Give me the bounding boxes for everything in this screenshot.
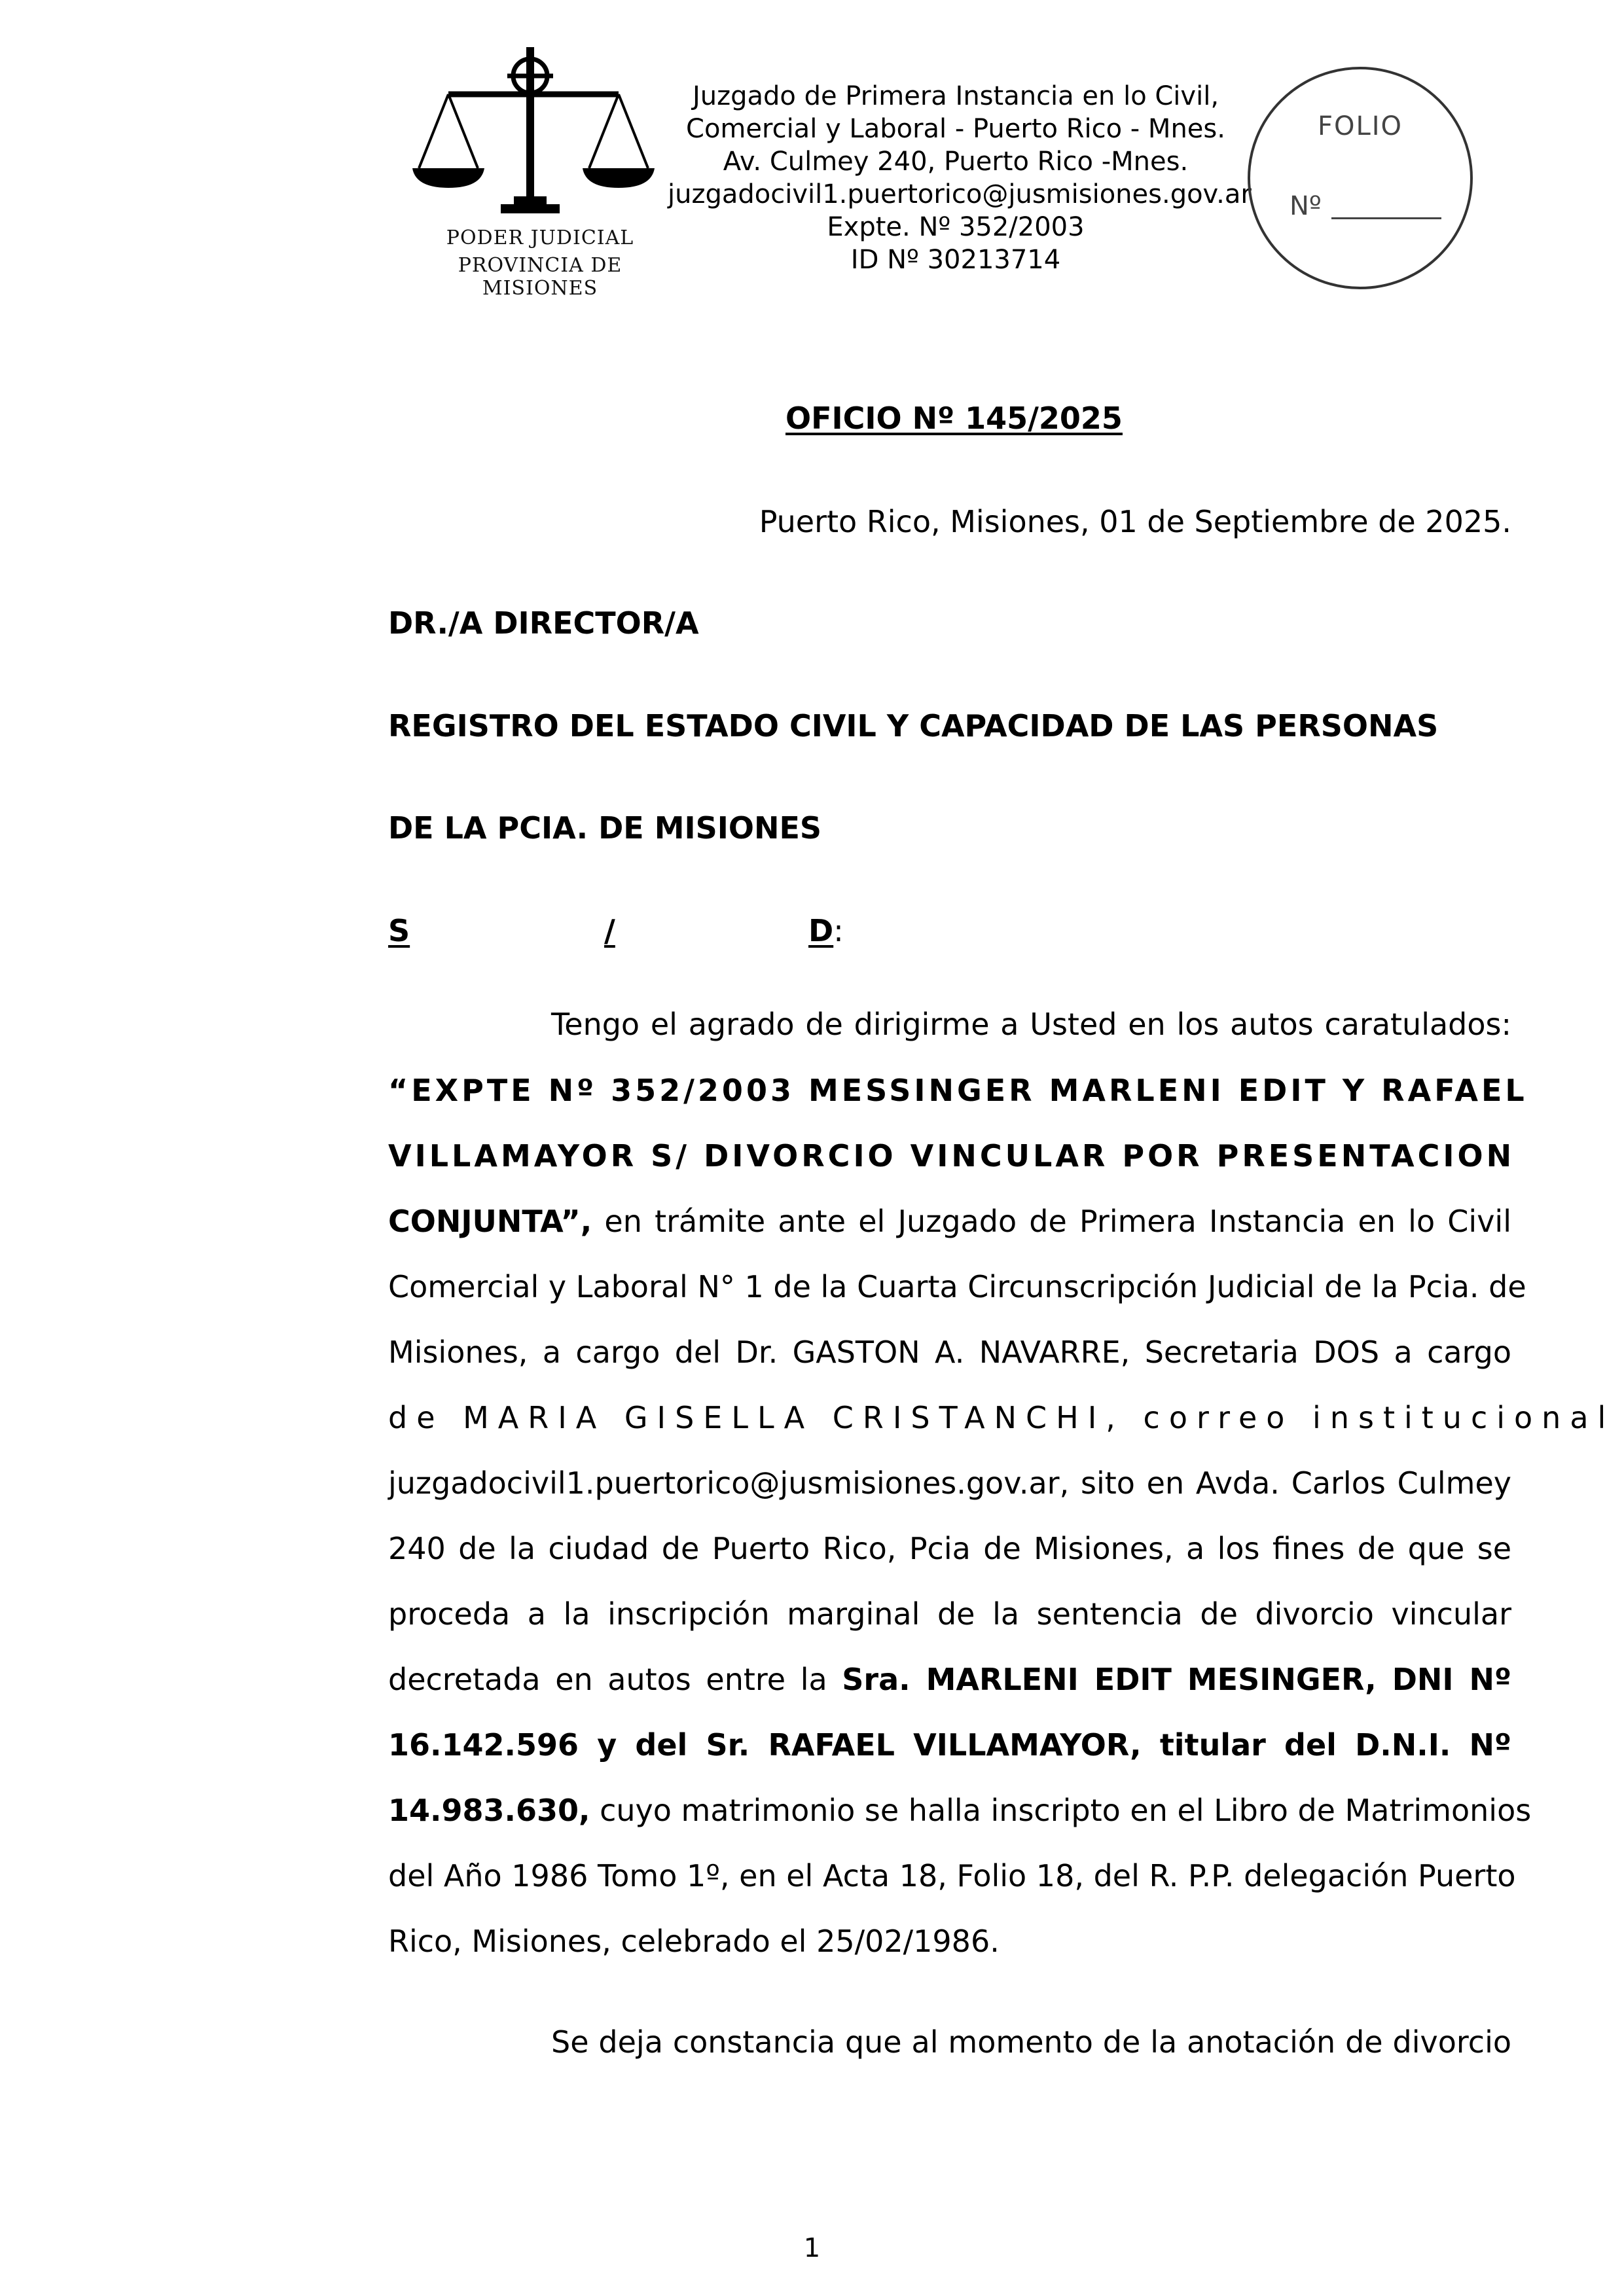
- scales-of-justice-icon: [403, 41, 677, 224]
- body-paragraph-2-line-1: Se deja constancia que al momento de la anotación de divorcio: [551, 2024, 1511, 2060]
- body-line-13: [388, 1791, 1532, 1830]
- folio-stamp: [1236, 60, 1485, 296]
- logo-text-line-2: PROVINCIA DE MISIONES: [458, 254, 623, 300]
- place-date: Puerto Rico, Misiones, 01 de Septiembre de 2025.: [759, 504, 1511, 539]
- folio-stamp-circle-icon: [1236, 60, 1485, 296]
- body-line-10: proceda a la inscripción marginal de la sentencia de divorcio vincular: [388, 1596, 1511, 1632]
- body-line-13-bold: 14.983.630,: [388, 1793, 590, 1828]
- body-line-15: Rico, Misiones, celebrado el 25/02/1986.: [388, 1924, 1000, 1959]
- recipient-line-2: REGISTRO DEL ESTADO CIVIL Y CAPACIDAD DE LAS PERSONAS: [388, 708, 1439, 744]
- body-line-3: VILLAMAYOR S/ DIVORCIO VINCULAR POR PRESENTACION: [388, 1138, 1515, 1174]
- expediente-number: Expte. Nº 352/2003: [827, 212, 1085, 242]
- body-line-7: de MARIA GISELLA CRISTANCHI, correo institucional: [388, 1400, 1615, 1435]
- salutation-d: D: [808, 913, 834, 948]
- body-line-14: del Año 1986 Tomo 1º, en el Acta 18, Folio 18, del R. P.P. delegación Puerto: [388, 1858, 1516, 1893]
- salutation: [388, 913, 844, 948]
- recipient-line-1: DR./A DIRECTOR/A: [388, 605, 699, 641]
- body-line-6: Misiones, a cargo del Dr. GASTON A. NAVARRE, Secretaria DOS a cargo: [388, 1335, 1511, 1370]
- folio-number-label: Nº: [1290, 191, 1322, 221]
- body-line-11: [388, 1660, 1511, 1699]
- body-line-11-bold: Sra. MARLENI EDIT MESINGER, DNI Nº: [842, 1662, 1511, 1697]
- body-line-8: juzgadocivil1.puertorico@jusmisiones.gov.ar, sito en Avda. Carlos Culmey: [388, 1465, 1511, 1501]
- body-line-1: Tengo el agrado de dirigirme a Usted en los autos caratulados:: [551, 1007, 1511, 1042]
- body-line-11-plain: decretada en autos entre la: [388, 1662, 842, 1697]
- document-id: ID Nº 30213714: [850, 245, 1061, 275]
- body-line-12: 16.142.596 y del Sr. RAFAEL VILLAMAYOR, titular del D.N.I. Nº: [388, 1727, 1511, 1763]
- salutation-s: S: [388, 913, 410, 948]
- oficio-number: OFICIO Nº 145/2025: [785, 401, 1123, 436]
- body-line-5: Comercial y Laboral N° 1 de la Cuarta Circunscripción Judicial de la Pcia. de: [388, 1269, 1526, 1304]
- court-header: [668, 80, 1252, 276]
- body-line-2: “EXPTE Nº 352/2003 MESSINGER MARLENI EDIT Y RAFAEL: [388, 1073, 1528, 1108]
- folio-label: FOLIO: [1317, 111, 1403, 141]
- recipient-line-3: DE LA PCIA. DE MISIONES: [388, 810, 821, 846]
- logo-text-line-1: PODER JUDICIAL: [446, 226, 634, 249]
- court-email: juzgadocivil1.puertorico@jusmisiones.gov.ar: [668, 179, 1252, 209]
- body-line-13-rest: cuyo matrimonio se halla inscripto en el Libro de Matrimonios: [590, 1793, 1532, 1828]
- poder-judicial-logo: [403, 41, 677, 300]
- page-number: 1: [803, 2233, 821, 2263]
- body-line-4: [388, 1202, 1511, 1241]
- salutation-colon: :: [833, 913, 844, 948]
- body-line-4-bold: CONJUNTA”,: [388, 1204, 592, 1239]
- folio-number-blank: [1331, 217, 1441, 219]
- court-line-2: Comercial y Laboral - Puerto Rico - Mnes.: [686, 114, 1225, 144]
- body-line-4-rest: en trámite ante el Juzgado de Primera Instancia en lo Civil: [592, 1204, 1511, 1239]
- body-line-9: 240 de la ciudad de Puerto Rico, Pcia de Misiones, a los fines de que se: [388, 1531, 1511, 1566]
- court-line-3: Av. Culmey 240, Puerto Rico -Mnes.: [723, 147, 1189, 177]
- court-line-1: Juzgado de Primera Instancia en lo Civil,: [692, 81, 1219, 111]
- salutation-slash: /: [604, 913, 615, 948]
